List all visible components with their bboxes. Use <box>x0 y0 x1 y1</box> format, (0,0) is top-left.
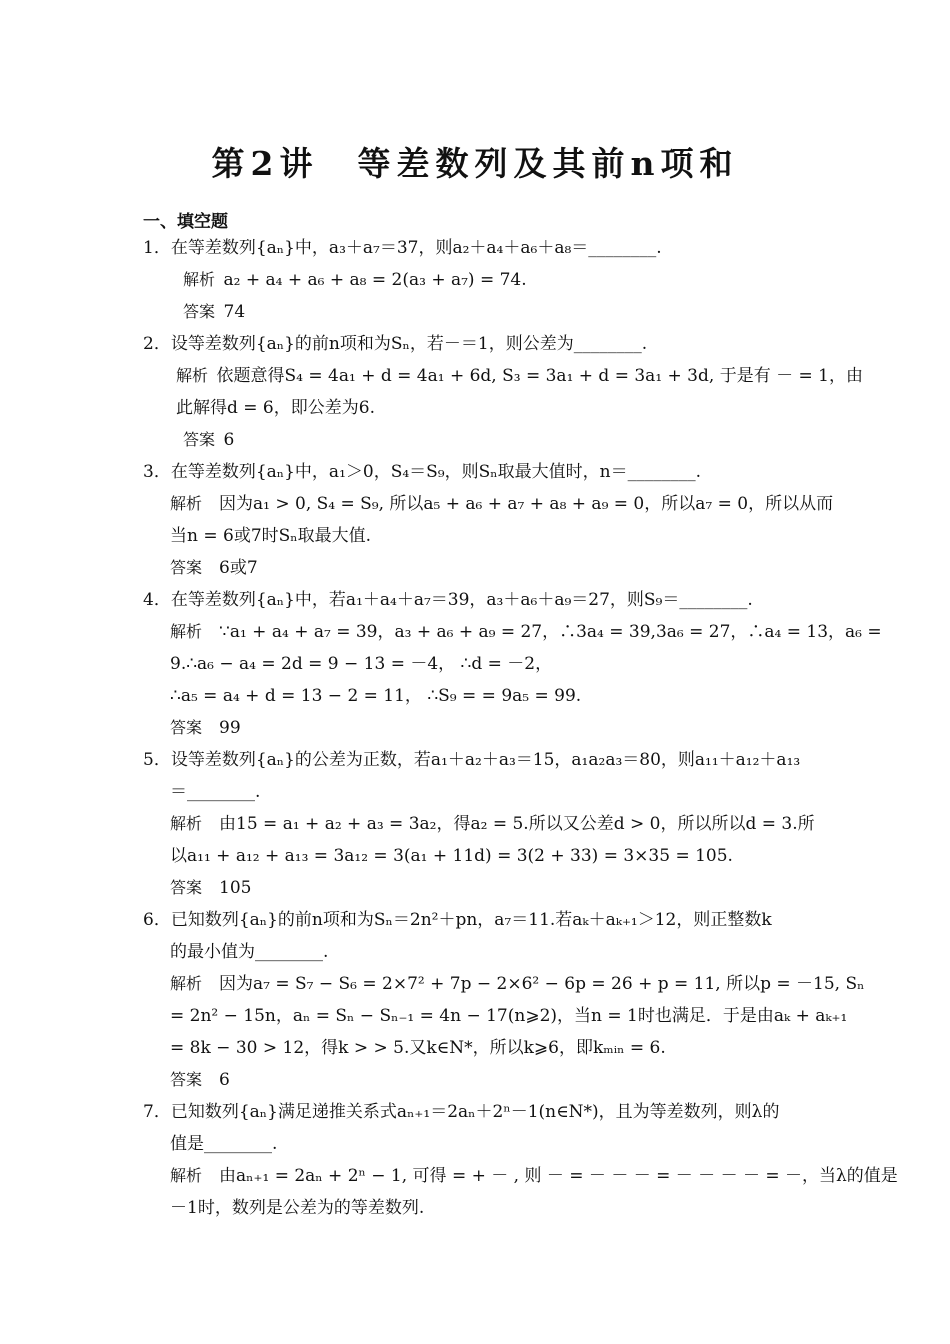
answer-label: 答案 <box>183 302 216 321</box>
answer-label: 答案 <box>170 1070 203 1089</box>
analysis-4-line-2: 9.∴a₆ − a₄ = 2d = 9 − 13 = －4， ∴d = －2， <box>170 654 553 674</box>
question-7-line-2: 值是________. <box>170 1134 278 1154</box>
analysis-label: 解析 <box>170 622 203 641</box>
page-title: 第2讲 等差数列及其前n项和 <box>211 144 739 183</box>
analysis-label: 解析 <box>170 814 203 833</box>
question-5-line-2: ＝________. <box>170 782 261 802</box>
question-3-line-1: 3．在等差数列{aₙ}中，a₁＞0，S₄＝S₉，则Sₙ取最大值时，n＝________. <box>143 462 701 482</box>
answer-label: 答案 <box>170 878 203 897</box>
section-heading: 一、填空题 <box>143 212 228 232</box>
analysis-label: 解析 <box>170 1166 203 1185</box>
answer-1: 答案 74 <box>183 302 246 322</box>
question-5-line-1: 5．设等差数列{aₙ}的公差为正数，若a₁＋a₂＋a₃＝15，a₁a₂a₃＝80，则a₁₁＋a₁₂＋a₁₃ <box>143 750 801 770</box>
analysis-3-line-2: 当n = 6或7时Sₙ取最大值. <box>170 526 372 546</box>
question-6-line-2: 的最小值为________. <box>170 942 329 962</box>
answer-4: 答案 99 <box>170 718 241 738</box>
answer-3: 答案 6或7 <box>170 558 258 578</box>
analysis-2-line-1: 解析 依题意得S₄ = 4a₁ + d = 4a₁ + 6d, S₃ = 3a₁ + d = 3a₁ + 3d, 于是有 － = 1，由 <box>176 366 863 386</box>
question-6-line-1: 6．已知数列{aₙ}的前n项和为Sₙ＝2n²＋pn，a₇＝11.若aₖ＋aₖ₊₁＞12，则正整数k <box>143 910 772 930</box>
question-1-line-1: 1．在等差数列{aₙ}中，a₃＋a₇＝37，则a₂＋a₄＋a₆＋a₈＝________. <box>143 238 662 258</box>
analysis-label: 解析 <box>170 494 203 513</box>
analysis-label: 解析 <box>170 974 203 993</box>
analysis-6-line-1: 解析 因为a₇ = S₇ − S₆ = 2×7² + 7p − 2×6² − 6p = 26 + p = 11, 所以p = －15, Sₙ <box>170 974 865 994</box>
analysis-label: 解析 <box>176 366 209 385</box>
answer-label: 答案 <box>170 718 203 737</box>
analysis-3-line-1: 解析 因为a₁ > 0, S₄ = S₉, 所以a₅ + a₆ + a₇ + a₈ + a₉ = 0，所以a₇ = 0，所以从而 <box>170 494 834 514</box>
question-4-line-1: 4．在等差数列{aₙ}中，若a₁＋a₄＋a₇＝39，a₃＋a₆＋a₉＝27，则S₉＝________. <box>143 590 753 610</box>
question-2-line-1: 2．设等差数列{aₙ}的前n项和为Sₙ，若－＝1，则公差为________. <box>143 334 648 354</box>
question-7-line-1: 7．已知数列{aₙ}满足递推关系式aₙ₊₁＝2aₙ＋2ⁿ－1(n∈N*)，且为等差数列，则λ的 <box>143 1102 780 1122</box>
answer-6: 答案 6 <box>170 1070 230 1090</box>
analysis-5-line-2: 以a₁₁ + a₁₂ + a₁₃ = 3a₁₂ = 3(a₁ + 11d) = 3(2 + 33) = 3×35 = 105. <box>170 846 733 866</box>
analysis-7-line-1: 解析 由aₙ₊₁ = 2aₙ + 2ⁿ − 1, 可得 = + － , 则 － = － － － = － － － － = －，当λ的值是 <box>170 1166 898 1186</box>
answer-label: 答案 <box>183 430 216 449</box>
answer-2: 答案 6 <box>183 430 235 450</box>
analysis-6-line-3: = 8k − 30 > 12，得k > > 5.又k∈N*，所以k⩾6，即kₘᵢₙ = 6. <box>170 1038 666 1058</box>
answer-5: 答案 105 <box>170 878 252 898</box>
analysis-label: 解析 <box>183 270 216 289</box>
analysis-1-line-1: 解析 a₂ + a₄ + a₆ + a₈ = 2(a₃ + a₇) = 74. <box>183 270 527 290</box>
analysis-6-line-2: = 2n² − 15n，aₙ = Sₙ − Sₙ₋₁ = 4n − 17(n⩾2)，当n = 1时也满足．于是由aₖ + aₖ₊₁ <box>170 1006 848 1026</box>
analysis-5-line-1: 解析 由15 = a₁ + a₂ + a₃ = 3a₂，得a₂ = 5.所以又公差d > 0，所以所以d = 3.所 <box>170 814 815 834</box>
analysis-2-line-2: 此解得d = 6，即公差为6. <box>176 398 375 418</box>
answer-label: 答案 <box>170 558 203 577</box>
analysis-4-line-1: 解析 ∵a₁ + a₄ + a₇ = 39，a₃ + a₆ + a₉ = 27，∴3a₄ = 39,3a₆ = 27，∴a₄ = 13，a₆ = <box>170 622 882 642</box>
analysis-4-line-3: ∴a₅ = a₄ + d = 13 − 2 = 11， ∴S₉ = = 9a₅ = 99. <box>170 686 582 706</box>
analysis-7-line-2: －1时，数列是公差为的等差数列. <box>170 1198 425 1218</box>
